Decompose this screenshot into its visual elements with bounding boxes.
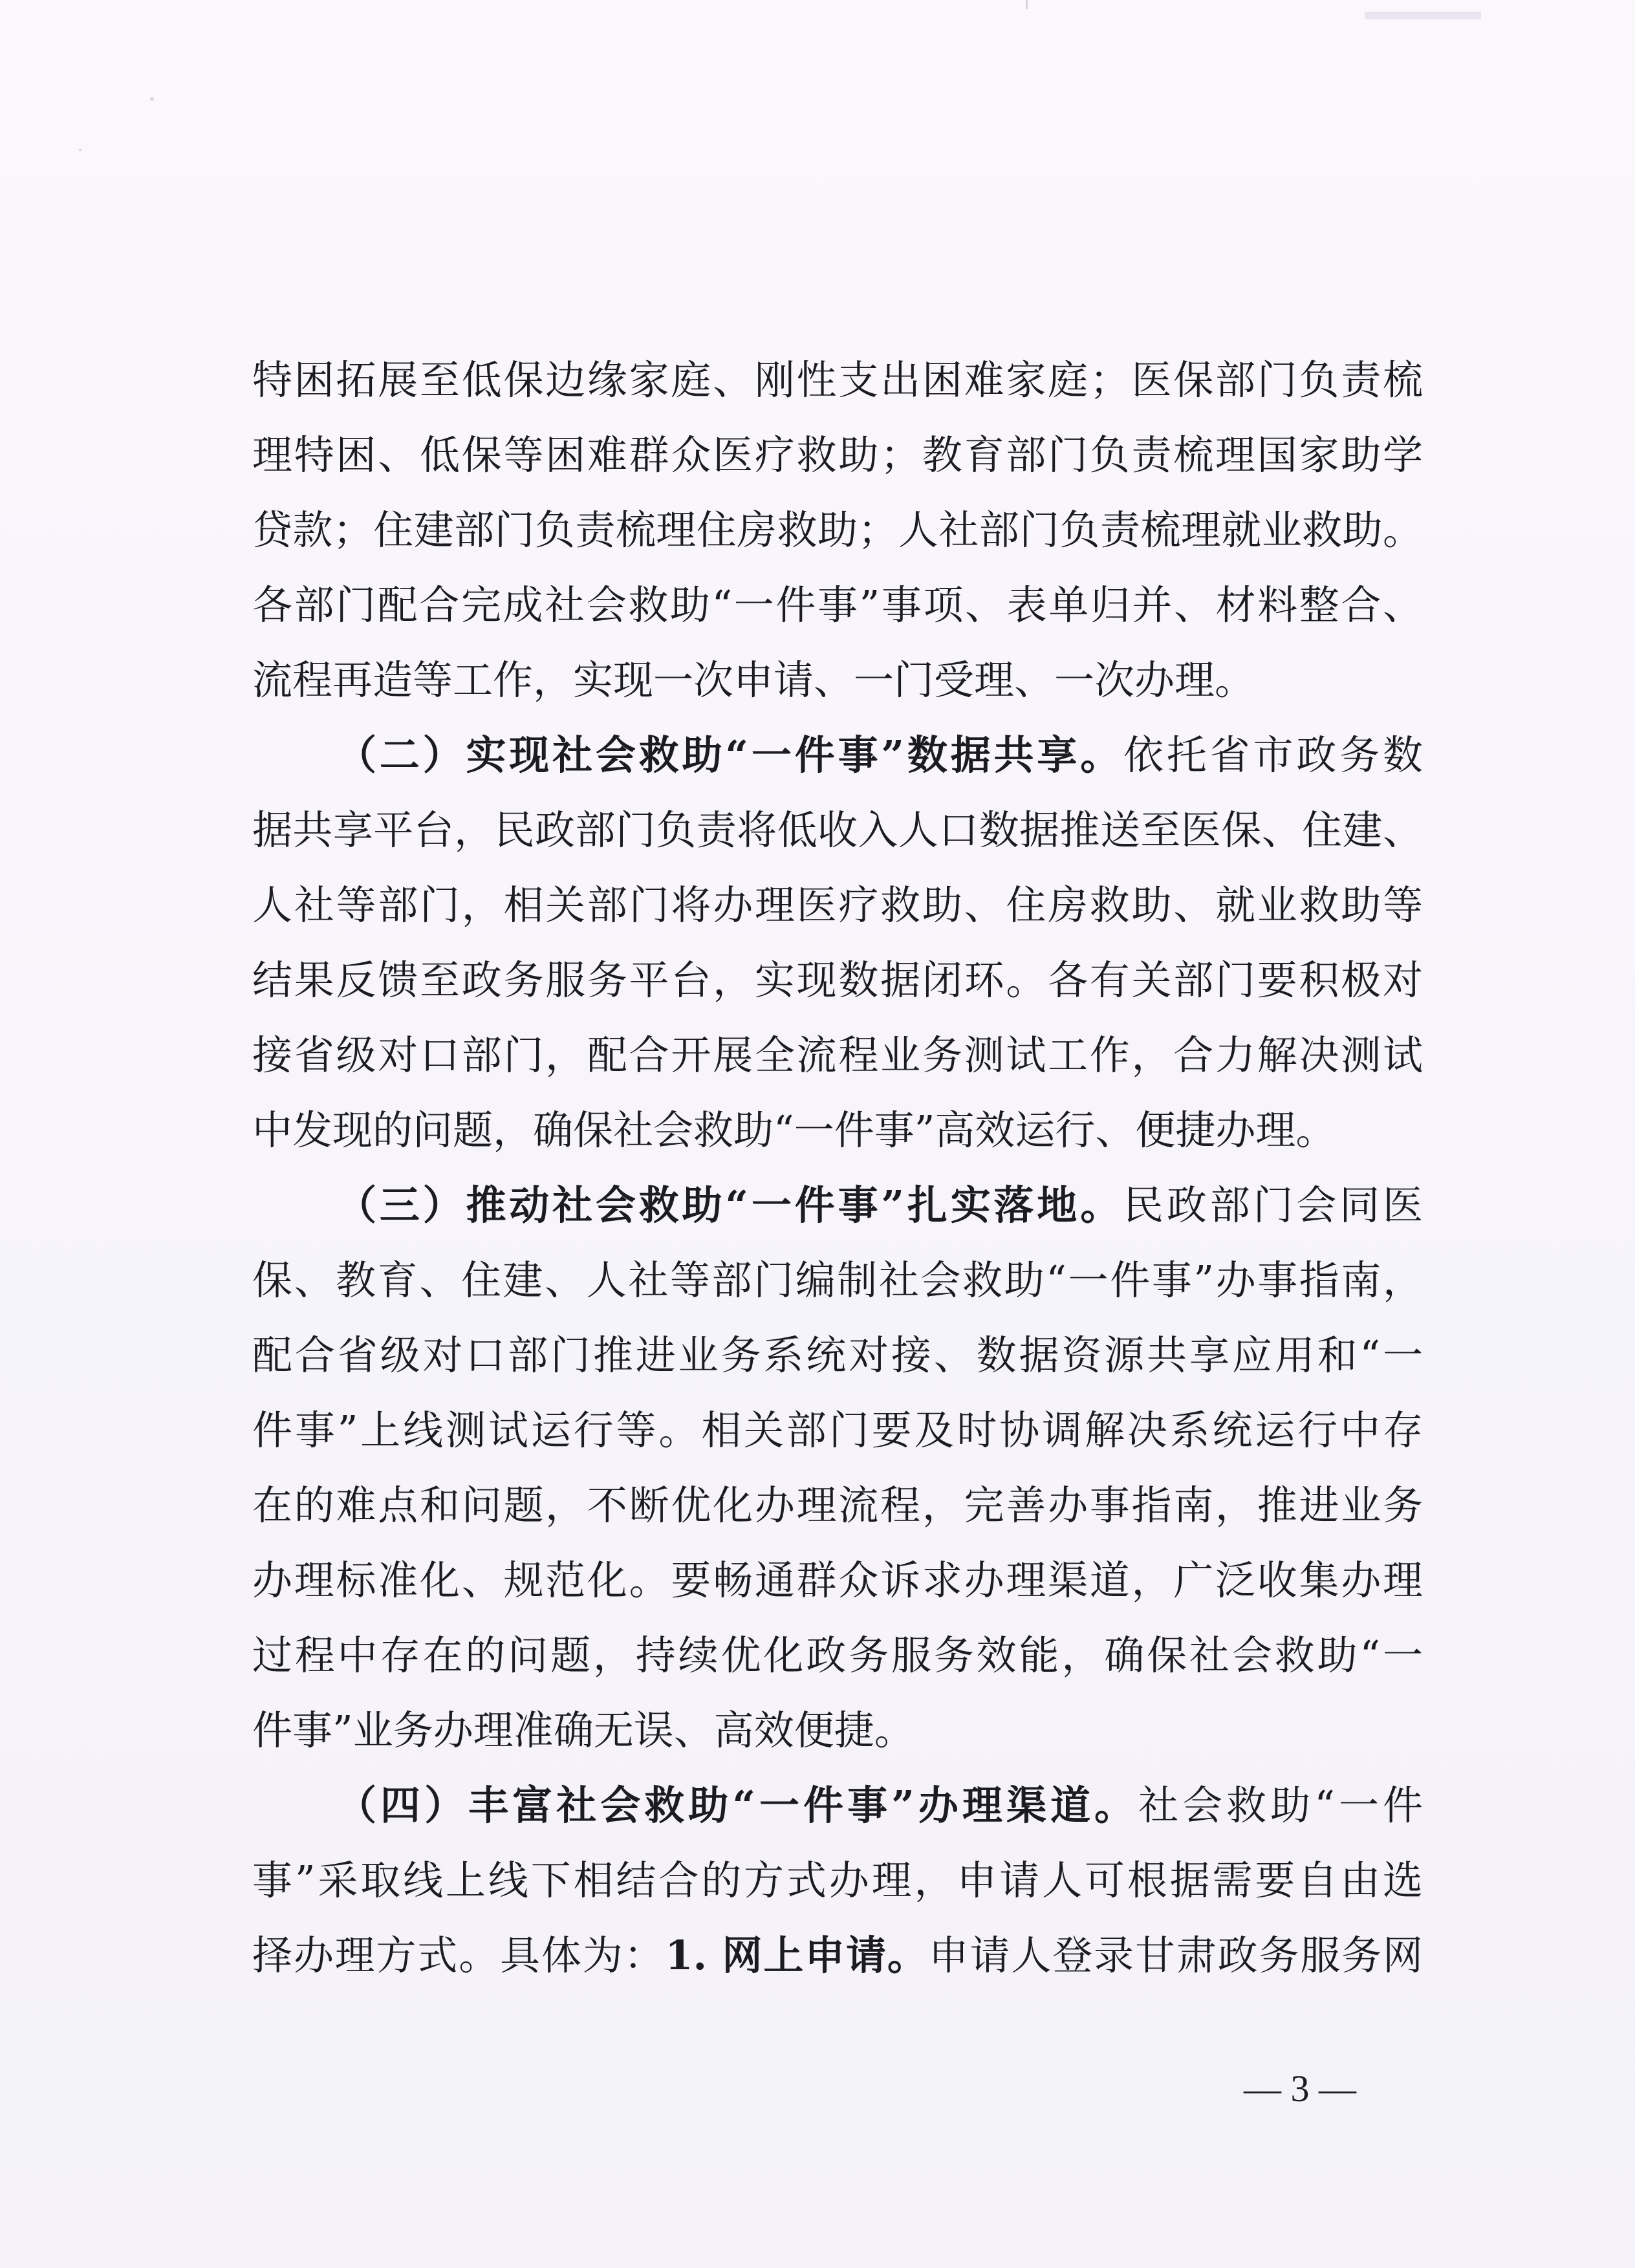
text-run: 民政部门会同医 xyxy=(1123,1182,1423,1229)
text-line: 各部门配合完成社会救助“一件事”事项、表单归并、材料整合、 xyxy=(252,581,1423,629)
text-line: 事”采取线上线下相结合的方式办理，申请人可根据需要自由选 xyxy=(252,1857,1423,1904)
scan-speck xyxy=(150,97,154,101)
text-line: 件事”上线测试运行等。相关部门要及时协调解决系统运行中存 xyxy=(252,1407,1423,1454)
text-line: 结果反馈至政务服务平台，实现数据闭环。各有关部门要积极对 xyxy=(252,956,1423,1004)
scan-edge-mark xyxy=(1026,0,1028,9)
text-line: 过程中存在的问题，持续优化政务服务效能，确保社会救助“一 xyxy=(252,1632,1423,1679)
section-heading: （二）实现社会救助“一件事”数据共享。 xyxy=(336,731,1124,779)
text-line: 办理标准化、规范化。要畅通群众诉求办理渠道，广泛收集办理 xyxy=(252,1557,1423,1604)
text-line: 特困拓展至低保边缘家庭、刚性支出困难家庭；医保部门负责梳 xyxy=(252,356,1423,404)
text-line: 据共享平台，民政部门负责将低收入人口数据推送至医保、住建、 xyxy=(252,806,1423,854)
section-heading: （四）丰富社会救助“一件事”办理渠道。 xyxy=(336,1782,1139,1829)
section-two-first-line xyxy=(252,718,1423,793)
text-line: 流程再造等工作，实现一次申请、一门受理、一次办理。 xyxy=(252,656,1255,704)
text-line: 贷款；住建部门负责梳理住房救助；人社部门负责梳理就业救助。 xyxy=(252,506,1423,554)
text-line: 保、教育、住建、人社等部门编制社会救助“一件事”办事指南， xyxy=(252,1257,1423,1304)
scan-speck xyxy=(79,149,81,151)
scan-edge-mark xyxy=(1365,12,1481,19)
text-line: 在的难点和问题，不断优化办理流程，完善办事指南，推进业务 xyxy=(252,1482,1423,1529)
text-line: 接省级对口部门，配合开展全流程业务测试工作，合力解决测试 xyxy=(252,1031,1423,1079)
text-line: 件事”业务办理准确无误、高效便捷。 xyxy=(252,1707,915,1754)
text-line: 配合省级对口部门推进业务系统对接、数据资源共享应用和“一 xyxy=(252,1332,1423,1379)
text-line-with-subheading xyxy=(252,1918,1423,1993)
text-run: 申请人登录甘肃政务服务网 xyxy=(928,1932,1423,1979)
text-run: 社会救助“一件 xyxy=(1138,1782,1423,1829)
section-heading: （三）推动社会救助“一件事”扎实落地。 xyxy=(336,1182,1124,1229)
subheading: 1. 网上申请。 xyxy=(665,1932,929,1979)
section-three-first-line xyxy=(252,1168,1423,1243)
text-line: 理特困、低保等困难群众医疗救助；教育部门负责梳理国家助学 xyxy=(252,431,1423,479)
section-four-first-line xyxy=(252,1768,1423,1843)
text-run: 择办理方式。具体为： xyxy=(252,1932,666,1979)
text-line: 中发现的问题，确保社会救助“一件事”高效运行、便捷办理。 xyxy=(252,1107,1336,1154)
text-run: 依托省市政务数 xyxy=(1123,731,1423,779)
text-line: 人社等部门，相关部门将办理医疗救助、住房救助、就业救助等 xyxy=(252,881,1423,929)
body-text xyxy=(252,343,1423,1993)
page-number: — 3 — xyxy=(1244,2068,1356,2110)
